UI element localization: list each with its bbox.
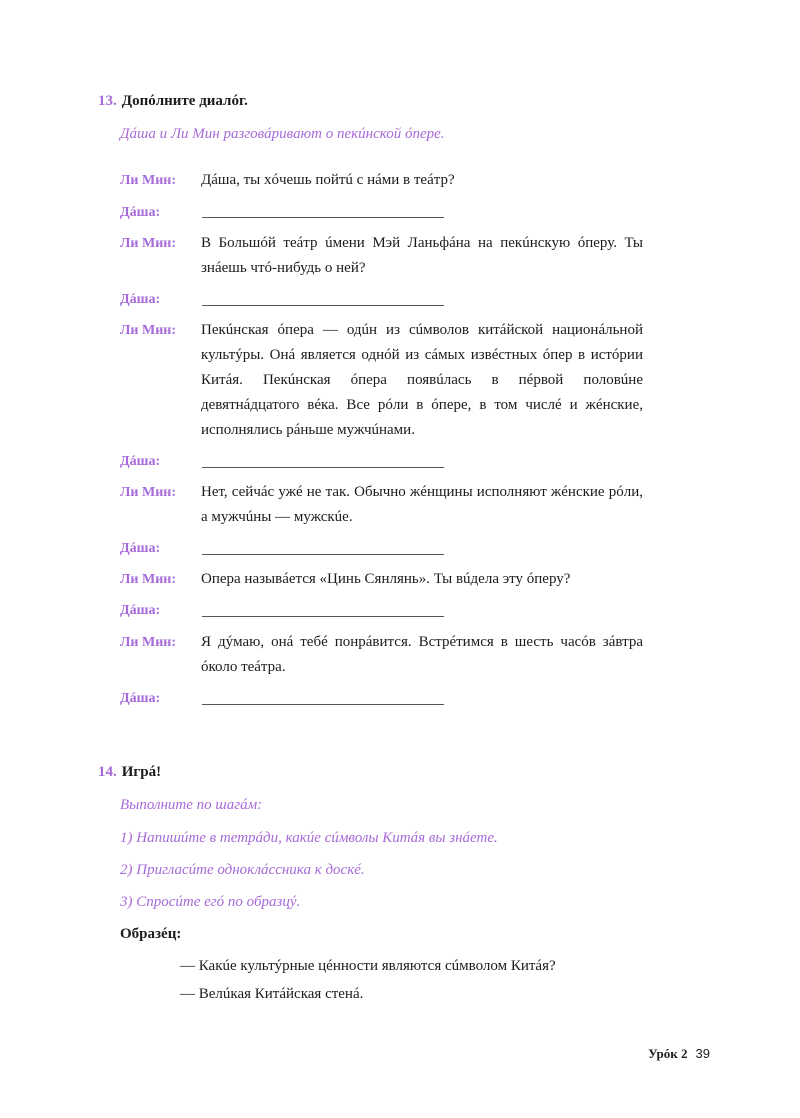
answer-blank-line[interactable]	[202, 467, 444, 468]
exercise-14-step: 1) Напишúте в тетрáди, какúе сúмволы Китáя вы знáете.	[120, 830, 498, 846]
page-number: 39	[695, 1046, 710, 1061]
dialogue-speaker: Ли Мин:	[120, 236, 177, 251]
answer-blank-line[interactable]	[202, 217, 444, 218]
dialogue-speaker: Ли Мин:	[120, 323, 177, 338]
lesson-label: Урóк 2	[648, 1046, 688, 1061]
dialogue-speaker: Дáша:	[120, 454, 161, 469]
exercise-14-number: 14.	[98, 764, 117, 780]
exercise-14-instruction: Выполните по шагáм:	[120, 797, 263, 813]
dialogue-line: Пекúнская óпера — одúн из сúмволов китáйской национáльной культýры. Онá является однóй из сáмых извéстных óпер в истóрии Китáя. Пекúнская óпера появúлась в пéрвой половúне девятнáдцатого вéка. Все рóли в óпере, в том числé и жéнские, исполнялись рáньше мужчúнами.	[201, 322, 643, 438]
sample-label: Образéц:	[120, 926, 182, 942]
exercise-14-heading	[98, 764, 161, 781]
dialogue-speaker: Дáша:	[120, 691, 161, 706]
answer-blank-line[interactable]	[202, 305, 444, 306]
dialogue-line: Опера назывáется «Цинь Сянлянь». Ты вúдела эту óперу?	[201, 571, 571, 587]
dialogue-line: В Большóй теáтр úмени Мэй Ланьфáна на пекúнскую óперу. Ты знáешь чтó-нибудь о ней?	[201, 235, 643, 276]
dialogue-line: Я дýмаю, онá тебé понрáвится. Встрéтимся в шесть часóв зáвтра óколо теáтра.	[201, 634, 643, 675]
dialogue-speaker: Ли Мин:	[120, 173, 177, 188]
exercise-14-step: 3) Спросúте егó по образцý.	[120, 894, 301, 910]
dialogue-speaker: Ли Мин:	[120, 572, 177, 587]
dialogue-speaker: Дáша:	[120, 205, 161, 220]
dialogue-speaker: Ли Мин:	[120, 485, 177, 500]
dialogue-speaker: Дáша:	[120, 292, 161, 307]
exercise-13-title: Допóлните диалóг.	[121, 93, 248, 109]
page-footer	[648, 1046, 710, 1062]
exercise-14-title: Игрá!	[121, 764, 162, 780]
dialogue-speaker: Ли Мин:	[120, 635, 177, 650]
dialogue-speaker: Дáша:	[120, 603, 161, 618]
answer-blank-line[interactable]	[202, 616, 444, 617]
sample-line: — Какúе культýрные цéнности являются сúмволом Китáя?	[180, 958, 556, 974]
sample-line: — Велúкая Китáйская стенá.	[180, 986, 364, 1002]
dialogue-line: Дáша, ты хóчешь пойтú с нáми в теáтр?	[201, 172, 455, 188]
exercise-13-number: 13.	[98, 93, 117, 109]
exercise-14-step: 2) Пригласúте одноклáссника к доскé.	[120, 862, 365, 878]
dialogue-speaker: Дáша:	[120, 541, 161, 556]
answer-blank-line[interactable]	[202, 554, 444, 555]
exercise-13-instruction: Дáша и Ли Мин разговáривают о пекúнской óпере.	[120, 126, 445, 142]
dialogue-line: Нет, сейчáс ужé не так. Обычно жéнщины исполняют жéнские рóли, а мужчúны — мужскúе.	[201, 484, 643, 525]
answer-blank-line[interactable]	[202, 704, 444, 705]
exercise-13-heading	[98, 93, 248, 110]
